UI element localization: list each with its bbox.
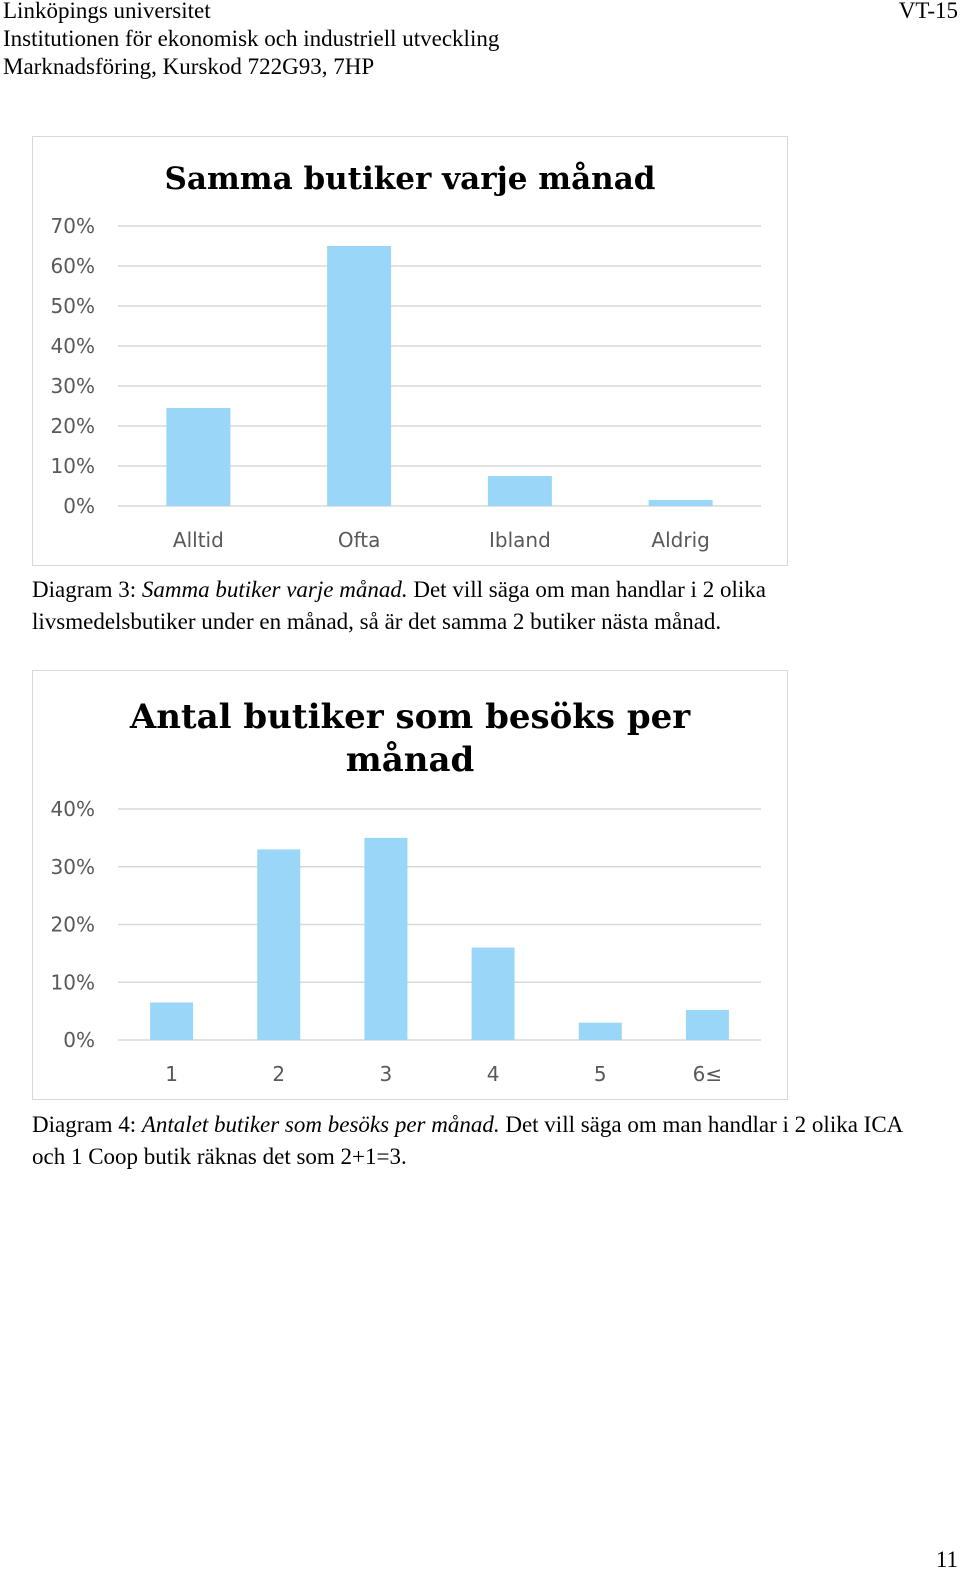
chart-title-line: Antal butiker som besöks per — [129, 697, 691, 737]
bar — [327, 246, 391, 506]
x-tick-label: 2 — [272, 1062, 286, 1086]
bar — [364, 838, 407, 1040]
y-tick-label: 70% — [50, 214, 95, 238]
y-tick-label: 20% — [50, 912, 95, 937]
y-tick-label: 0% — [63, 494, 95, 518]
header-university: Linköpings universitet — [3, 0, 211, 23]
x-tick-label: 3 — [379, 1062, 393, 1086]
caption-diagram-4 — [32, 1109, 932, 1173]
y-tick-label: 30% — [50, 854, 95, 879]
bar — [686, 1010, 729, 1040]
x-tick-label: 5 — [593, 1062, 607, 1086]
y-tick-label: 60% — [50, 254, 95, 278]
bar — [579, 1023, 622, 1040]
chart-antal-butiker — [32, 670, 788, 1100]
bar — [257, 849, 300, 1040]
x-tick-label: Alltid — [172, 528, 224, 552]
bar — [150, 1002, 193, 1040]
x-tick-label: 1 — [165, 1062, 178, 1086]
chart-antal-butiker-svg — [33, 671, 787, 1099]
header-course: Marknadsföring, Kurskod 722G93, 7HP — [3, 54, 375, 79]
caption-4-text: Det vill säga om man handlar i 2 olika ICA och 1 Coop butik räknas det som 2+1=3. — [32, 1112, 903, 1169]
caption-4-title: Antalet butiker som besöks per månad. — [141, 1112, 500, 1137]
caption-3-title: Samma butiker varje månad. — [141, 577, 408, 602]
chart-title: Samma butiker varje månad — [164, 161, 656, 197]
y-tick-label: 10% — [50, 970, 95, 995]
bar — [649, 500, 713, 506]
bar — [472, 948, 515, 1040]
chart-samma-butiker — [32, 136, 788, 566]
chart-samma-butiker-svg — [33, 137, 787, 565]
bar — [488, 476, 552, 506]
y-tick-label: 30% — [50, 374, 95, 398]
y-tick-label: 40% — [50, 334, 95, 358]
x-tick-label: Ofta — [337, 528, 381, 552]
bar — [166, 408, 230, 506]
caption-3-prefix: Diagram 3: — [32, 577, 142, 602]
x-tick-label: Ibland — [488, 528, 551, 552]
caption-4-prefix: Diagram 4: — [32, 1112, 142, 1137]
chart-title-line: månad — [345, 740, 475, 780]
y-tick-label: 50% — [50, 294, 95, 318]
caption-diagram-3 — [32, 574, 932, 638]
y-tick-label: 10% — [50, 454, 95, 478]
x-tick-label: 6≤ — [692, 1062, 723, 1086]
y-tick-label: 40% — [50, 797, 95, 821]
page-header — [3, 0, 499, 81]
chart-title — [129, 697, 691, 780]
header-institution: Institutionen för ekonomisk och industriell utveckling — [3, 26, 500, 51]
header-term: VT-15 — [898, 0, 958, 23]
y-tick-label: 0% — [63, 1028, 95, 1052]
page-number: 11 — [935, 1547, 958, 1572]
caption-3-text: Det vill säga om man handlar i 2 olika livsmedelsbutiker under en månad, så är det samma 2 butiker nästa månad. — [32, 577, 766, 634]
x-tick-label: Aldrig — [651, 528, 710, 552]
x-tick-label: 4 — [486, 1062, 500, 1086]
y-tick-label: 20% — [50, 414, 95, 438]
